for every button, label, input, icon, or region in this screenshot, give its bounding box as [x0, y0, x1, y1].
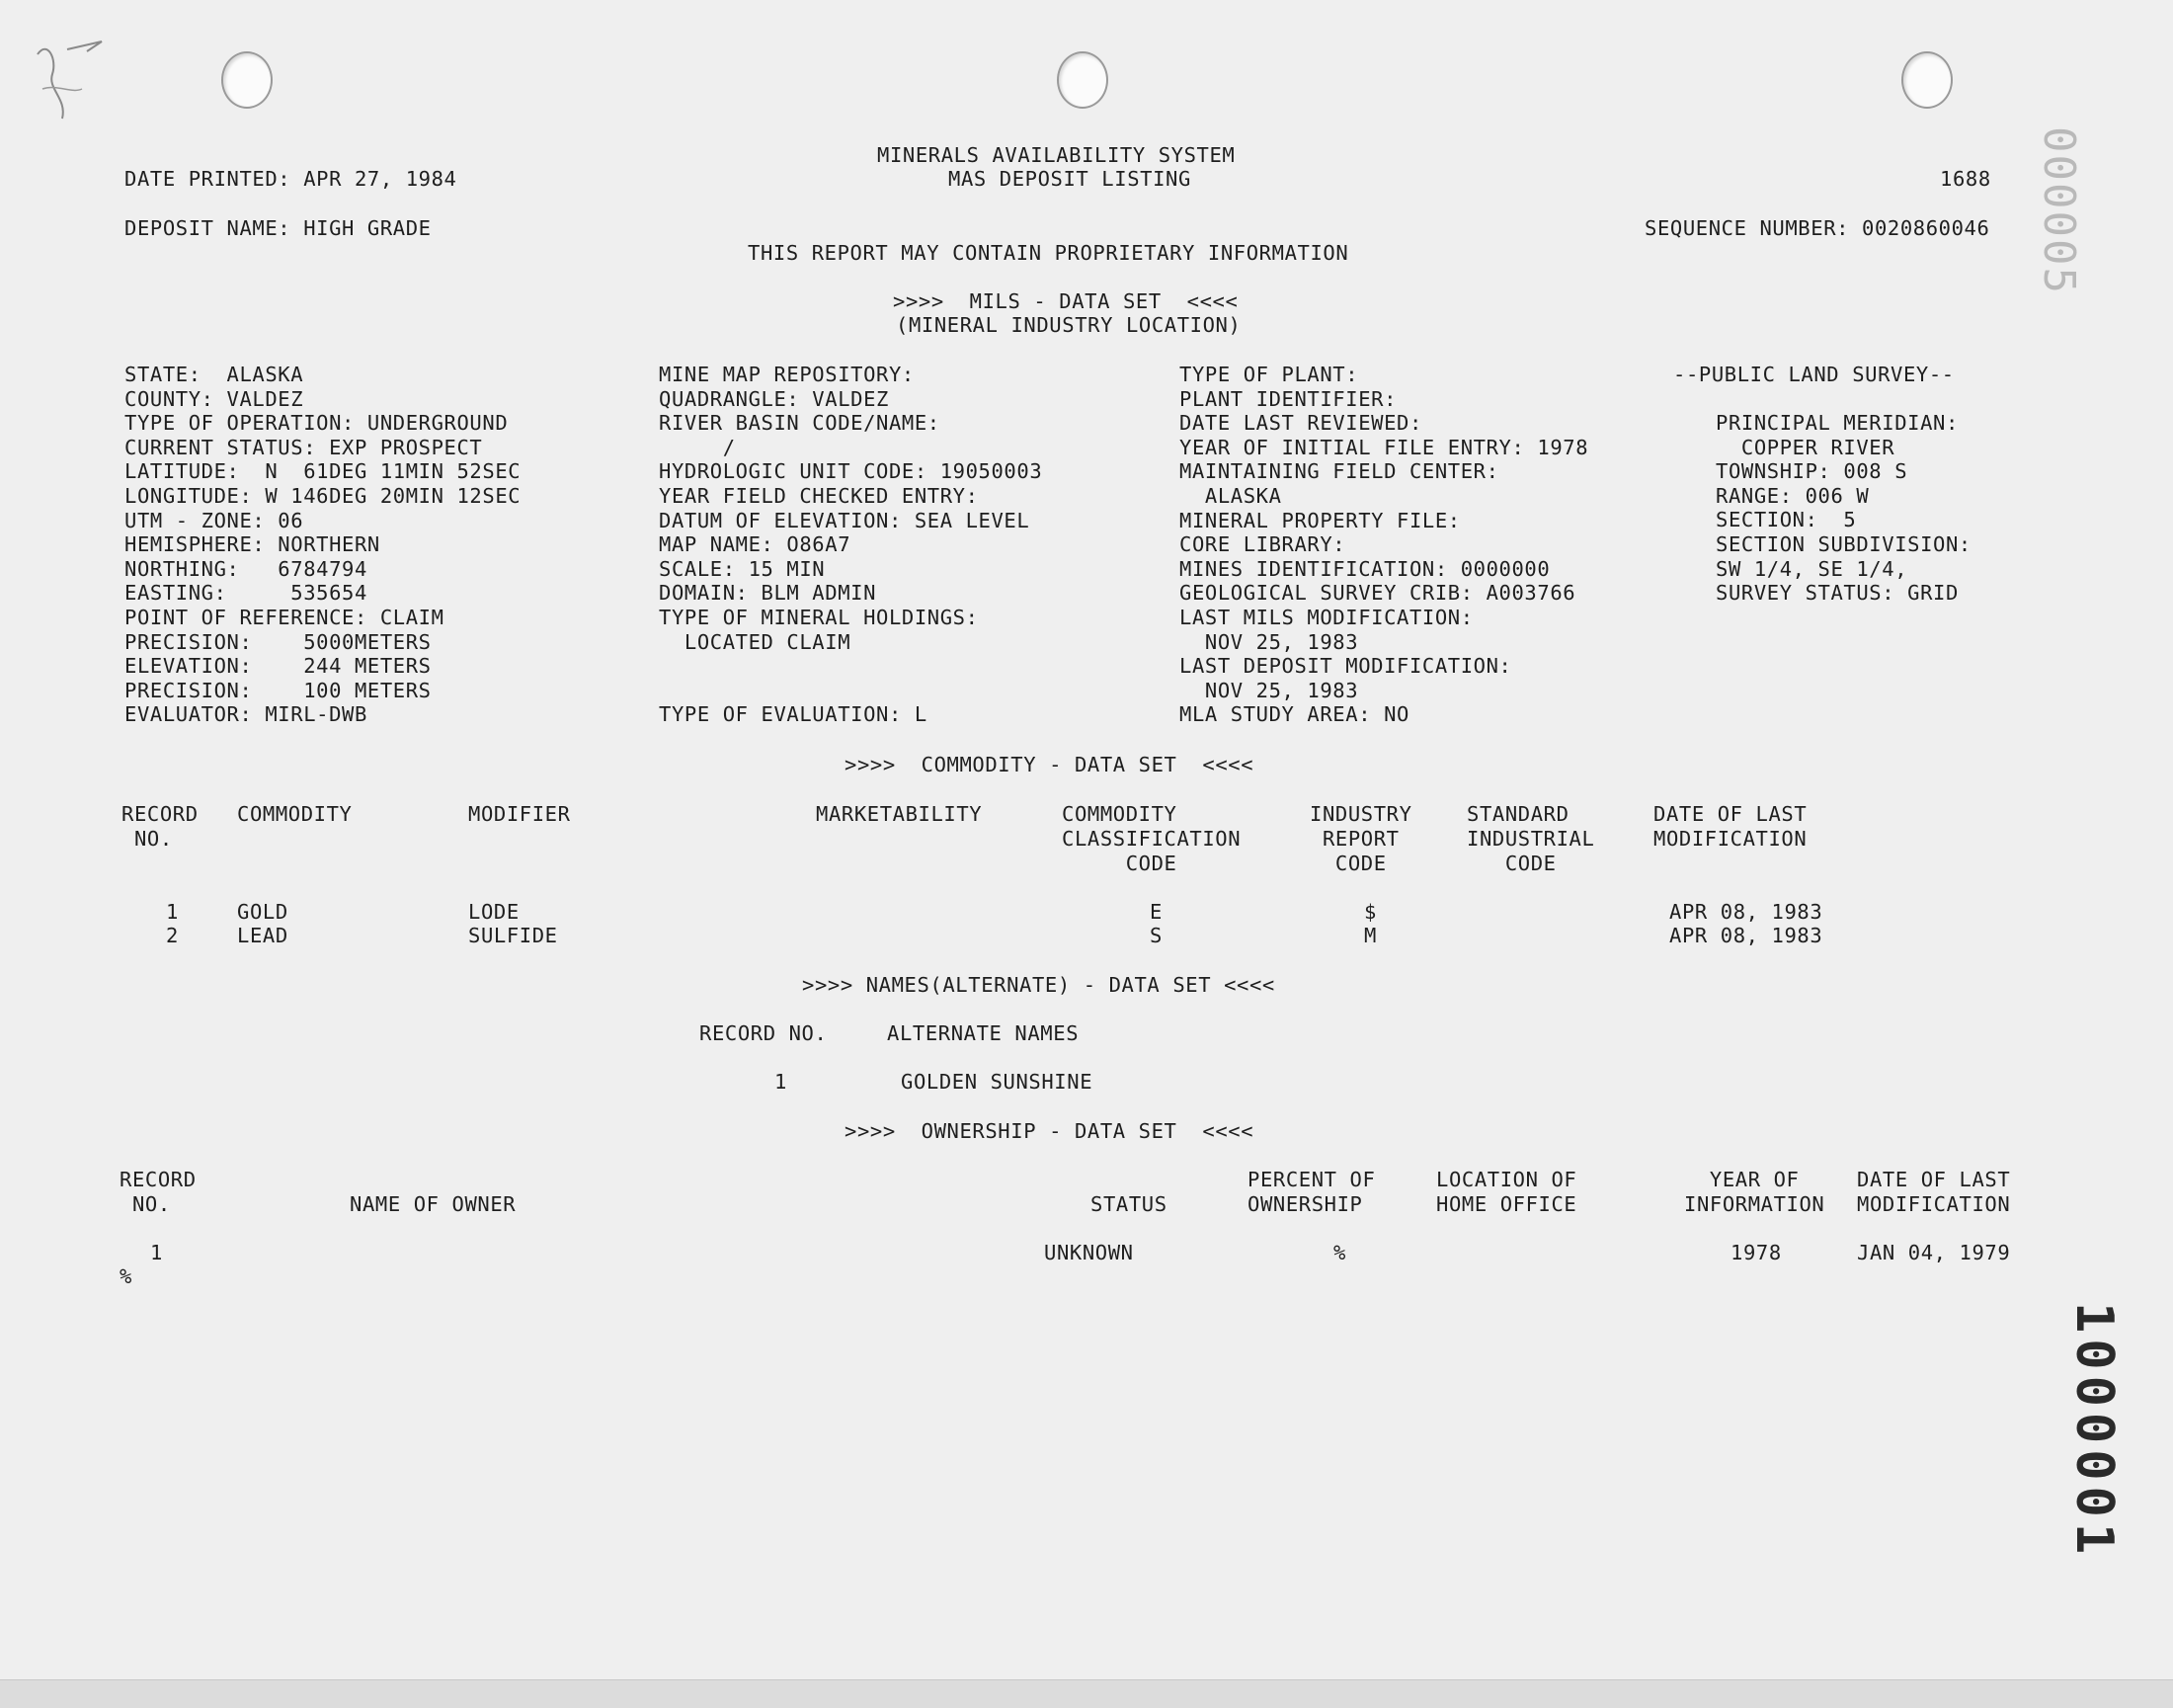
- ownership-title: >>>> OWNERSHIP - DATA SET <<<<: [845, 1119, 1254, 1143]
- mils-field: NORTHING: 6784794: [124, 556, 367, 581]
- commodity-name: LEAD: [237, 924, 288, 947]
- mils-field: MINE MAP REPOSITORY:: [659, 363, 915, 386]
- mils-field: YEAR FIELD CHECKED ENTRY:: [659, 484, 979, 508]
- commodity-record: 2: [166, 924, 179, 947]
- ownership-header-status: STATUS: [1090, 1192, 1167, 1216]
- names-header-record: RECORD NO.: [699, 1021, 828, 1045]
- mils-field: PLANT IDENTIFIER:: [1179, 386, 1398, 411]
- plss-field: TOWNSHIP: 008 S: [1716, 459, 1908, 484]
- punch-hole-right: [1901, 51, 1953, 109]
- mils-field: PRECISION: 5000METERS: [124, 629, 432, 654]
- mils-title: >>>> MILS - DATA SET <<<<: [893, 289, 1239, 313]
- archive-stamp-top: 000005: [2034, 126, 2084, 295]
- mils-field: LAST DEPOSIT MODIFICATION:: [1179, 654, 1512, 679]
- mils-field: MAINTAINING FIELD CENTER:: [1179, 459, 1499, 484]
- mils-field: TYPE OF PLANT:: [1179, 363, 1359, 386]
- commodity-header-commodity: COMMODITY: [237, 802, 353, 826]
- mils-field: NOV 25, 1983: [1179, 629, 1359, 654]
- ownership-header-owner: NAME OF OWNER: [350, 1192, 517, 1216]
- ownership-header-record: RECORD NO.: [120, 1168, 197, 1216]
- mils-field: EVALUATOR: MIRL-DWB: [124, 702, 367, 727]
- mils-field: TYPE OF MINERAL HOLDINGS:: [659, 606, 979, 629]
- plss-field: PRINCIPAL MERIDIAN:: [1716, 411, 1959, 435]
- commodity-header-modifier: MODIFIER: [468, 802, 571, 826]
- plss-field: SECTION: 5: [1716, 508, 1857, 532]
- system-title: MINERALS AVAILABILITY SYSTEM: [877, 143, 1236, 167]
- ownership-header-year: YEAR OF INFORMATION: [1684, 1168, 1825, 1216]
- archive-stamp-bottom: 1000001: [2064, 1302, 2124, 1561]
- mils-field: MAP NAME: O86A7: [659, 532, 851, 557]
- mils-field: TYPE OF EVALUATION: L: [659, 702, 927, 727]
- mils-field: EASTING: 535654: [124, 581, 367, 606]
- mils-field: LAST MILS MODIFICATION:: [1179, 606, 1474, 629]
- proprietary-notice: THIS REPORT MAY CONTAIN PROPRIETARY INFORMATION: [748, 241, 1349, 265]
- ownership-record: 1: [150, 1241, 163, 1264]
- commodity-header-marketability: MARKETABILITY: [816, 802, 983, 826]
- plss-field: SECTION SUBDIVISION:: [1716, 532, 1972, 556]
- mils-field: GEOLOGICAL SURVEY CRIB: A003766: [1179, 581, 1576, 606]
- commodity-name: GOLD: [237, 900, 288, 924]
- date-printed: DATE PRINTED: APR 27, 1984: [124, 167, 457, 191]
- commodity-industry-code: $: [1364, 900, 1377, 924]
- plss-title: --PUBLIC LAND SURVEY--: [1673, 363, 1955, 386]
- mils-field: LOCATED CLAIM: [659, 629, 851, 654]
- plss-field: RANGE: 006 W: [1716, 483, 1870, 508]
- mils-field: DATE LAST REVIEWED:: [1179, 411, 1422, 436]
- ownership-date: JAN 04, 1979: [1857, 1241, 2011, 1264]
- ownership-year: 1978: [1730, 1241, 1782, 1264]
- names-header-names: ALTERNATE NAMES: [887, 1021, 1080, 1045]
- ownership-trailer: %: [120, 1264, 132, 1288]
- punch-hole-center: [1057, 51, 1108, 109]
- ownership-header-date: DATE OF LAST MODIFICATION: [1857, 1168, 2011, 1216]
- mils-field: CURRENT STATUS: EXP PROSPECT: [124, 435, 483, 459]
- mils-field: ALASKA: [1179, 484, 1282, 508]
- punch-hole-left: [221, 51, 273, 109]
- ownership-percent: %: [1333, 1241, 1346, 1264]
- commodity-date: APR 08, 1983: [1669, 924, 1823, 947]
- mils-field: POINT OF REFERENCE: CLAIM: [124, 606, 444, 629]
- commodity-title: >>>> COMMODITY - DATA SET <<<<: [845, 753, 1254, 776]
- mils-field: MINES IDENTIFICATION: 0000000: [1179, 556, 1551, 581]
- commodity-header-record: RECORD NO.: [121, 802, 199, 851]
- mils-field: MINERAL PROPERTY FILE:: [1179, 508, 1461, 532]
- ownership-status: UNKNOWN: [1044, 1241, 1134, 1264]
- mils-field: DOMAIN: BLM ADMIN: [659, 581, 877, 606]
- mils-field: TYPE OF OPERATION: UNDERGROUND: [124, 411, 509, 436]
- names-title: >>>> NAMES(ALTERNATE) - DATA SET <<<<: [802, 973, 1275, 997]
- commodity-modifier: LODE: [468, 900, 520, 924]
- mils-field: STATE: ALASKA: [124, 363, 304, 386]
- mils-field: SCALE: 15 MIN: [659, 556, 826, 581]
- mils-field: HYDROLOGIC UNIT CODE: 19050003: [659, 459, 1043, 484]
- mils-field: MLA STUDY AREA: NO: [1179, 702, 1409, 727]
- page-edge: [0, 1679, 2173, 1708]
- ownership-header-location: LOCATION OF HOME OFFICE: [1436, 1168, 1577, 1216]
- mils-field: LATITUDE: N 61DEG 11MIN 52SEC: [124, 459, 522, 484]
- mils-field: YEAR OF INITIAL FILE ENTRY: 1978: [1179, 435, 1589, 459]
- mils-field: RIVER BASIN CODE/NAME:: [659, 411, 940, 436]
- mils-field: /: [659, 435, 736, 459]
- commodity-header-classification: COMMODITY CLASSIFICATION CODE: [1062, 802, 1242, 875]
- mils-field: UTM - ZONE: 06: [124, 508, 304, 532]
- deposit-name: DEPOSIT NAME: HIGH GRADE: [124, 216, 432, 240]
- ownership-header-percent: PERCENT OF OWNERSHIP: [1247, 1168, 1376, 1216]
- commodity-date: APR 08, 1983: [1669, 900, 1823, 924]
- commodity-industry-code: M: [1364, 924, 1377, 947]
- pencil-mark-icon: [28, 30, 117, 128]
- commodity-header-sic: STANDARD INDUSTRIAL CODE: [1467, 802, 1595, 875]
- commodity-classification: S: [1150, 924, 1163, 947]
- mils-field: NOV 25, 1983: [1179, 678, 1359, 702]
- mils-subtitle: (MINERAL INDUSTRY LOCATION): [896, 313, 1242, 337]
- mils-field: COUNTY: VALDEZ: [124, 386, 304, 411]
- commodity-header-industry: INDUSTRY REPORT CODE: [1310, 802, 1412, 875]
- mils-field: CORE LIBRARY:: [1179, 532, 1346, 557]
- mils-field: DATUM OF ELEVATION: SEA LEVEL: [659, 508, 1030, 532]
- plss-field: SURVEY STATUS: GRID: [1716, 581, 1959, 606]
- mils-field: HEMISPHERE: NORTHERN: [124, 532, 380, 557]
- commodity-header-date: DATE OF LAST MODIFICATION: [1653, 802, 1808, 851]
- commodity-record: 1: [166, 900, 179, 924]
- page-number: 1688: [1940, 167, 1991, 191]
- commodity-classification: E: [1150, 900, 1163, 924]
- mils-field: PRECISION: 100 METERS: [124, 678, 432, 702]
- commodity-modifier: SULFIDE: [468, 924, 558, 947]
- mils-field: LONGITUDE: W 146DEG 20MIN 12SEC: [124, 484, 522, 508]
- plss-field: SW 1/4, SE 1/4,: [1716, 556, 1908, 581]
- sequence-number: SEQUENCE NUMBER: 0020860046: [1645, 216, 1990, 240]
- plss-field: COPPER RIVER: [1716, 435, 1895, 459]
- names-record: 1: [774, 1070, 787, 1094]
- listing-title: MAS DEPOSIT LISTING: [948, 167, 1191, 191]
- mils-field: ELEVATION: 244 METERS: [124, 654, 432, 679]
- alternate-name: GOLDEN SUNSHINE: [901, 1070, 1093, 1094]
- mils-field: QUADRANGLE: VALDEZ: [659, 386, 889, 411]
